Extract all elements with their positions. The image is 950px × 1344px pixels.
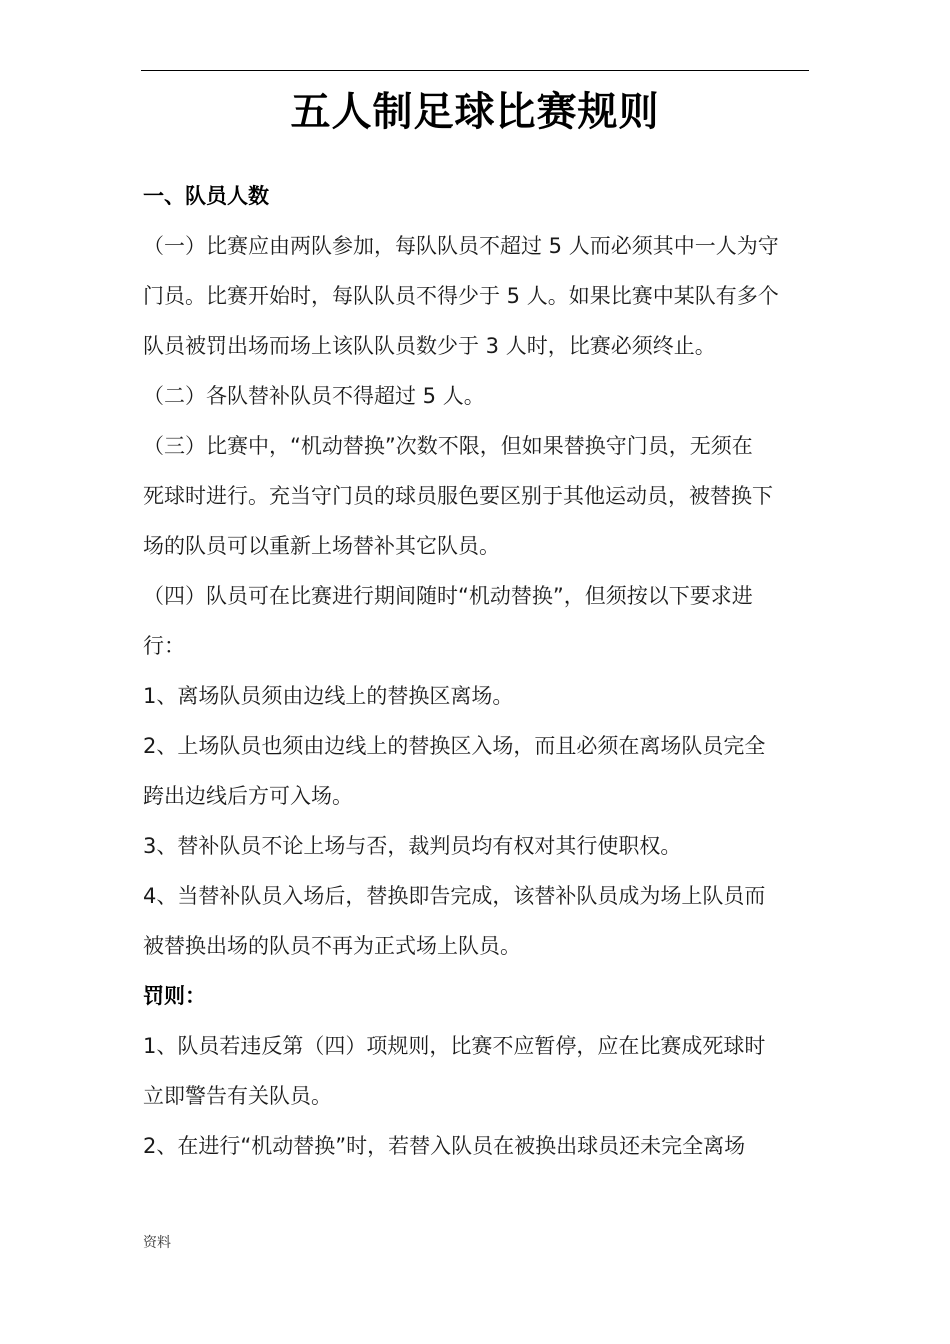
paragraph-line: 被替换出场的队员不再为正式场上队员。 bbox=[143, 934, 521, 958]
footer-label: 资料 bbox=[143, 1235, 171, 1251]
list-item: 1、队员若违反第（四）项规则，比赛不应暂停，应在比赛成死球时 bbox=[143, 1034, 766, 1058]
paragraph-line: （三）比赛中，“机动替换”次数不限，但如果替换守门员，无须在 bbox=[143, 434, 753, 458]
paragraph-line: 跨出边线后方可入场。 bbox=[143, 784, 353, 808]
section-heading-team-size: 一、队员人数 bbox=[143, 184, 269, 208]
list-item: 4、当替补队员入场后，替换即告完成，该替补队员成为场上队员而 bbox=[143, 884, 766, 908]
paragraph-line: （四）队员可在比赛进行期间随时“机动替换”，但须按以下要求进 bbox=[143, 584, 753, 608]
document-title: 五人制足球比赛规则 bbox=[290, 89, 660, 135]
document-body bbox=[143, 171, 811, 1171]
section-heading-penalties: 罚则： bbox=[143, 984, 206, 1008]
paragraph-line: 立即警告有关队员。 bbox=[143, 1084, 332, 1108]
list-item: 2、在进行“机动替换”时，若替入队员在被换出球员还未完全离场 bbox=[143, 1134, 746, 1158]
list-item: 1、离场队员须由边线上的替换区离场。 bbox=[143, 684, 514, 708]
paragraph-line: 队员被罚出场而场上该队队员数少于 3 人时，比赛必须终止。 bbox=[143, 334, 716, 358]
list-item: 3、替补队员不论上场与否，裁判员均有权对其行使职权。 bbox=[143, 834, 682, 858]
paragraph-line: 死球时进行。充当守门员的球员服色要区别于其他运动员，被替换下 bbox=[143, 484, 773, 508]
paragraph-line: （一）比赛应由两队参加，每队队员不超过 5 人而必须其中一人为守 bbox=[143, 234, 779, 258]
paragraph-line: 门员。比赛开始时，每队队员不得少于 5 人。如果比赛中某队有多个 bbox=[143, 284, 779, 308]
paragraph-line: 行： bbox=[143, 634, 185, 658]
paragraph-line: 场的队员可以重新上场替补其它队员。 bbox=[143, 534, 500, 558]
list-item: 2、上场队员也须由边线上的替换区入场，而且必须在离场队员完全 bbox=[143, 734, 766, 758]
header-rule bbox=[141, 70, 809, 71]
paragraph-line: （二）各队替补队员不得超过 5 人。 bbox=[143, 384, 485, 408]
